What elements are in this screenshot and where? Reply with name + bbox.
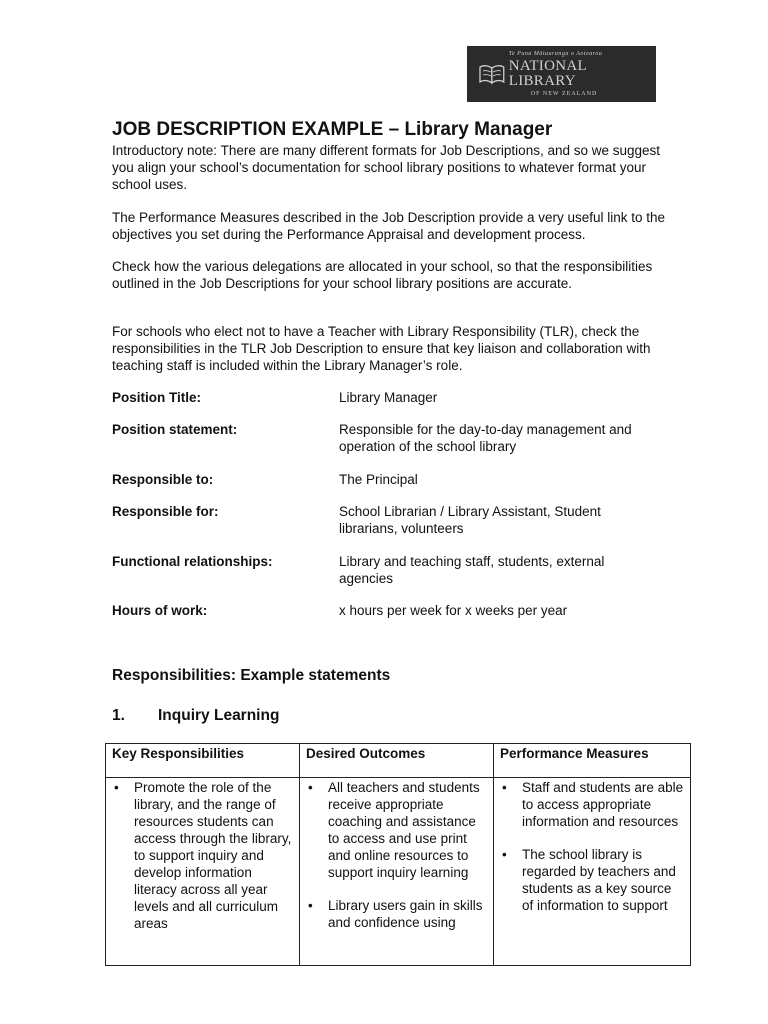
header-key-responsibilities: Key Responsibilities [106,744,300,778]
key-responsibilities-cell [106,778,300,966]
open-book-icon [479,63,505,85]
table-row [106,778,691,966]
logo-top-text: Te Puna Mātauranga o Aotearoa [508,51,603,57]
document-title: JOB DESCRIPTION EXAMPLE – Library Manager [112,119,553,140]
performance-measures-cell [494,778,691,966]
position-statement-label: Position statement: [112,422,238,437]
national-library-logo [467,46,656,102]
list-item: • Staff and students are able to access appropriate information and resources [522,779,686,830]
hours-of-work-label: Hours of work: [112,603,208,618]
header-performance-measures: Performance Measures [494,744,691,778]
responsibilities-heading: Responsibilities: Example statements [112,667,391,684]
table-header-row [106,744,691,778]
logo-bottom-text: OF NEW ZEALAND [530,91,598,97]
desired-outcomes-cell [300,778,494,966]
intro-paragraph-1: Introductory note: There are many different formats for Job Descriptions, and so we suggest you align your school’s documentation for school library positions to whatever format your school uses. [112,143,661,192]
section-title: Inquiry Learning [158,707,280,724]
intro-paragraph-2: The Performance Measures described in the Job Description provide a very useful link to the objectives you set during the Performance Appraisal and development process. [112,210,666,242]
responsibilities-table [105,743,691,966]
logo-main-text: NATIONAL LIBRARY [508,58,587,89]
list-item: • The school library is regarded by teachers and students as a key source of information to support [522,846,686,914]
responsible-to-value: The Principal [339,472,418,487]
section-number: 1. [112,707,125,724]
position-statement-value: Responsible for the day-to-day management and operation of the school library [339,422,632,454]
responsible-for-value: School Librarian / Library Assistant, Student librarians, volunteers [339,504,601,536]
functional-relationships-label: Functional relationships: [112,554,273,569]
position-title-value: Library Manager [339,390,438,405]
responsible-for-label: Responsible for: [112,504,219,519]
functional-relationships-value: Library and teaching staff, students, external agencies [339,554,605,586]
list-item: • All teachers and students receive appropriate coaching and assistance to access and use print and online resources to support inquiry learning [328,779,489,881]
responsible-to-label: Responsible to: [112,472,214,487]
intro-paragraph-4: For schools who elect not to have a Teacher with Library Responsibility (TLR), check the responsibilities in the TLR Job Description to ensure that key liaison and collaboration with teaching staff is included within the Library Manager’s role. [112,324,651,373]
intro-paragraph-3: Check how the various delegations are allocated in your school, so that the responsibilities outlined in the Job Descriptions for your school library positions are accurate. [112,259,653,291]
list-item: • Library users gain in skills and confidence using [328,897,489,931]
hours-of-work-value: x hours per week for x weeks per year [339,603,568,618]
position-title-label: Position Title: [112,390,202,405]
header-desired-outcomes: Desired Outcomes [300,744,494,778]
list-item: • Promote the role of the library, and the range of resources students can access through the library, to support inquiry and develop information literacy across all year levels and all curriculum areas [134,779,295,932]
